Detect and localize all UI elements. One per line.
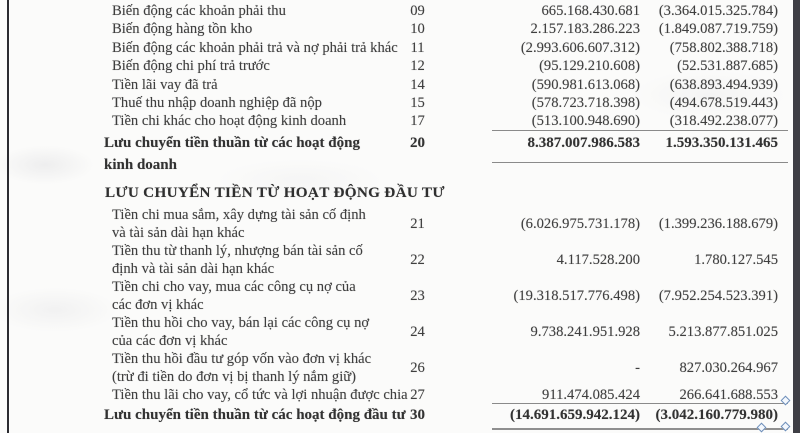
row-label: Tiền chi mua sắm, xây dựng tài sản cố định và tài sản dài hạn khác bbox=[112, 207, 366, 241]
row-label: Tiền chi khác cho hoạt động kinh doanh bbox=[112, 113, 347, 130]
row-value-prior: (52.531.887.685) bbox=[677, 58, 778, 75]
row-label: Tiền thu hồi cho vay, bán lại các công cụ nợ của các đơn vị khác bbox=[112, 315, 370, 349]
row-value-prior: 1.780.127.545 bbox=[694, 252, 778, 268]
row-value-current: 4.117.528.200 bbox=[556, 252, 640, 268]
table-row bbox=[104, 112, 778, 130]
row-label: Lưu chuyển tiền thuần từ các hoạt động đầu tư bbox=[104, 407, 406, 423]
row-code: 21 bbox=[410, 216, 425, 232]
row-label: Tiền lãi vay đã trả bbox=[112, 76, 218, 93]
row-code: 27 bbox=[410, 387, 425, 403]
row-value-prior: (1.849.087.719.759) bbox=[658, 21, 778, 38]
row-code: 09 bbox=[410, 3, 425, 19]
row-value-prior: (758.802.388.718) bbox=[669, 39, 778, 56]
row-value-current: (6.026.975.731.178) bbox=[520, 216, 640, 232]
table-row bbox=[104, 76, 778, 94]
row-value-prior: 5.213.877.851.025 bbox=[668, 324, 778, 340]
operating-rows-block bbox=[104, 2, 778, 131]
row-code: 10 bbox=[410, 21, 425, 38]
row-label: Tiền chi cho vay, mua các công cụ nợ của các đơn vị khác bbox=[112, 279, 356, 313]
table-row bbox=[104, 57, 778, 75]
row-value-current: 9.738.241.951.928 bbox=[530, 324, 640, 340]
table-row bbox=[104, 350, 778, 386]
row-code: 20 bbox=[410, 135, 425, 151]
subtotal-rule-top bbox=[492, 130, 788, 131]
row-value-prior: (3.042.160.779.980) bbox=[655, 407, 778, 423]
row-value-prior: 827.030.264.967 bbox=[679, 360, 778, 376]
row-code: 12 bbox=[410, 58, 425, 75]
row-value-prior: (1.399.236.188.679) bbox=[658, 216, 778, 232]
row-value-current: 911.474.085.424 bbox=[542, 387, 640, 403]
row-label: Thuế thu nhập doanh nghiệp đã nộp bbox=[112, 95, 322, 112]
row-value-current: (578.723.718.398) bbox=[531, 95, 640, 112]
row-code: 17 bbox=[410, 113, 425, 130]
table-row bbox=[104, 278, 778, 314]
scan-left-edge bbox=[7, 0, 9, 433]
row-label: Biến động hàng tồn kho bbox=[112, 21, 253, 38]
table-row bbox=[104, 39, 778, 57]
row-value-prior: (318.492.238.077) bbox=[669, 113, 778, 130]
table-row-total-investing bbox=[104, 406, 778, 425]
table-row bbox=[104, 20, 778, 38]
row-value-current: (590.981.613.068) bbox=[531, 76, 640, 93]
row-code: 24 bbox=[410, 324, 425, 340]
row-label: Biến động các khoản phải trả và nợ phải trả khác bbox=[112, 39, 398, 56]
scan-right-edge bbox=[793, 0, 800, 433]
row-label: Tiền thu lãi cho vay, cổ tức và lợi nhuận được chia bbox=[112, 387, 408, 403]
table-row bbox=[104, 206, 778, 242]
row-value-current: 8.387.007.986.583 bbox=[527, 135, 640, 151]
row-label: Lưu chuyển tiền thuần từ các hoạt động kinh doanh bbox=[104, 135, 360, 173]
total-rule-bottom bbox=[492, 428, 788, 430]
row-value-current: (513.100.948.690) bbox=[531, 113, 640, 130]
row-code: 11 bbox=[410, 39, 425, 56]
row-value-prior: 266.641.688.553 bbox=[679, 387, 778, 403]
total-rule-top bbox=[492, 403, 788, 404]
row-code: 15 bbox=[410, 95, 425, 112]
row-value-prior: (7.952.254.523.391) bbox=[658, 288, 778, 304]
row-value-current: (2.993.606.607.312) bbox=[520, 39, 640, 56]
row-value-current: (95.129.210.608) bbox=[539, 58, 640, 75]
table-row-total-operating bbox=[104, 133, 778, 176]
row-label: Tiền thu hồi đầu tư góp vốn vào đơn vị khác (trừ đi tiền do đơn vị bị thanh lý nắm giữ) bbox=[112, 351, 372, 385]
row-value-prior: (638.893.494.939) bbox=[669, 76, 778, 93]
investing-total-block bbox=[104, 406, 778, 425]
section-header-investing: LƯU CHUYỂN TIỀN TỪ HOẠT ĐỘNG ĐẦU TƯ bbox=[105, 184, 445, 201]
row-code: 23 bbox=[410, 288, 425, 304]
row-label: Tiền thu từ thanh lý, nhượng bán tài sản cố định và tài sản dài hạn khác bbox=[112, 243, 363, 277]
row-label: Biến động các khoản phải thu bbox=[112, 3, 286, 19]
table-row bbox=[104, 386, 778, 404]
row-value-prior: (3.364.015.325.784) bbox=[658, 3, 778, 19]
row-value-prior: (494.678.519.443) bbox=[669, 95, 778, 112]
table-row bbox=[104, 2, 778, 20]
row-value-current: (19.318.517.776.498) bbox=[513, 288, 640, 304]
subtotal-rule-bottom bbox=[492, 162, 788, 163]
row-value-prior: 1.593.350.131.465 bbox=[665, 135, 778, 151]
row-code: 26 bbox=[410, 360, 425, 376]
table-row bbox=[104, 314, 778, 350]
table-row bbox=[104, 94, 778, 112]
row-value-current: (14.691.659.942.124) bbox=[510, 407, 640, 423]
row-value-current: 665.168.430.681 bbox=[541, 3, 640, 19]
table-row bbox=[104, 242, 778, 278]
row-value-current: 2.157.183.286.223 bbox=[530, 21, 640, 38]
row-code: 14 bbox=[410, 76, 425, 93]
row-label: Biến động chi phí trả trước bbox=[112, 58, 270, 75]
row-code: 22 bbox=[410, 252, 425, 268]
investing-rows-block bbox=[104, 206, 778, 404]
row-value-current: - bbox=[635, 360, 640, 376]
operating-total-block bbox=[104, 133, 778, 176]
row-code: 30 bbox=[410, 407, 425, 423]
